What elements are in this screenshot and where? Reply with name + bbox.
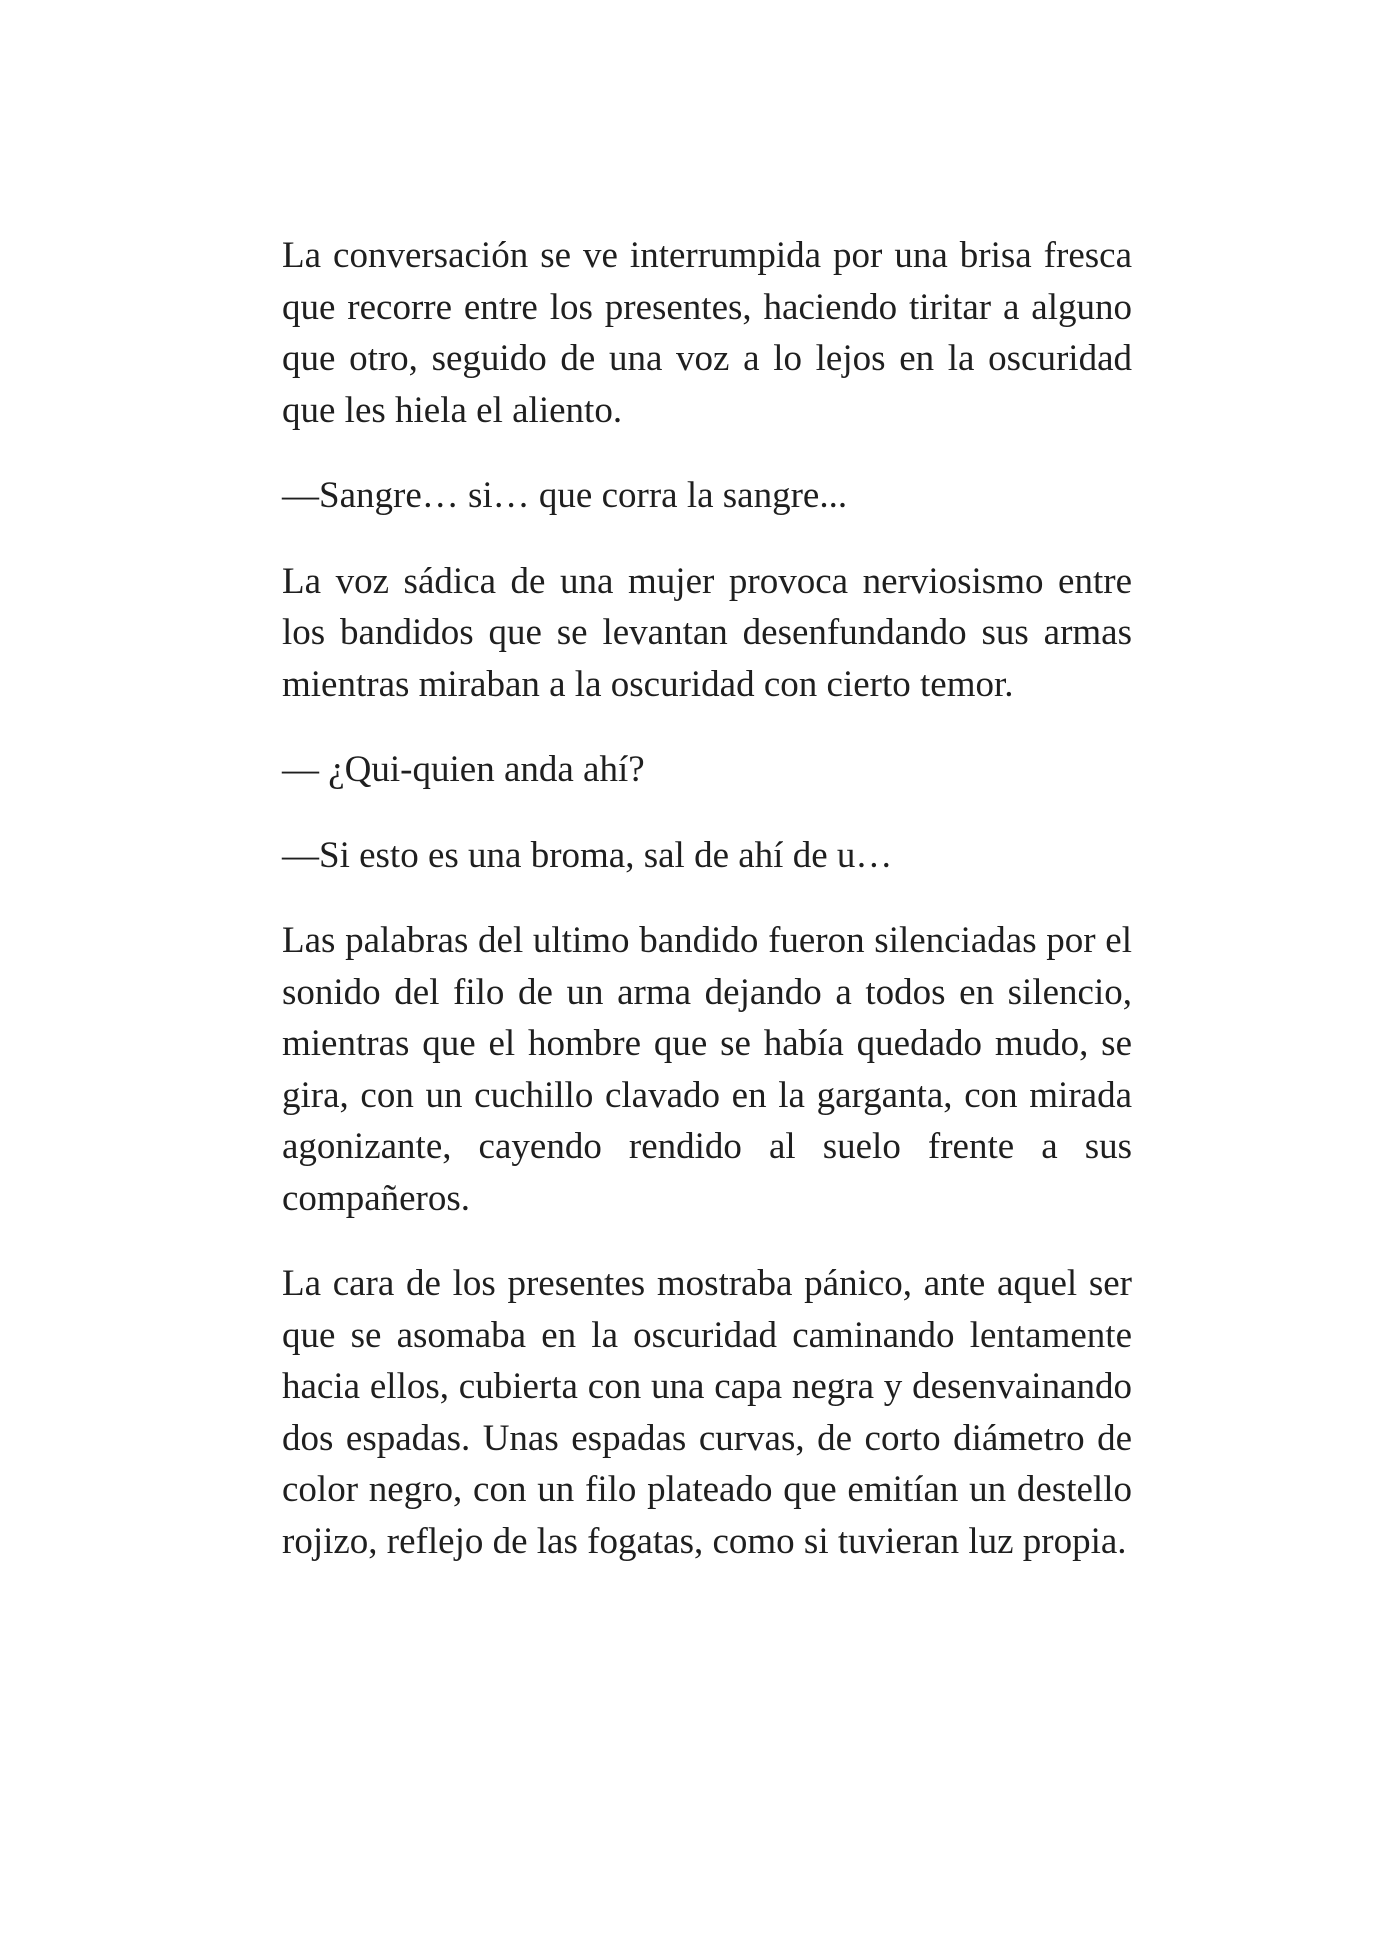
body-text bbox=[282, 230, 1132, 1601]
dialogue-line-1: —Sangre… si… que corra la sangre... bbox=[282, 475, 848, 516]
paragraph-1: La conversación se ve interrumpida por una brisa fresca que recorre entre los presentes, haciendo tiritar a alguno que otro, seguido de una voz a lo lejos en la oscuridad que les hiela el aliento. bbox=[282, 235, 1132, 431]
paragraph-4: La cara de los presentes mostraba pánico, ante aquel ser que se asomaba en la oscuridad caminando lentamente hacia ellos, cubierta con una capa negra y desenvainando dos espadas. Unas espadas curvas, de corto diámetro de color negro, con un filo plateado que emitían un destello rojizo, reflejo de las fogatas, como si tuvieran luz propia. bbox=[282, 1263, 1132, 1562]
paragraph-3: Las palabras del ultimo bandido fueron silenciadas por el sonido del filo de un arma dejando a todos en silencio, mientras que el hombre que se había quedado mudo, se gira, con un cuchillo clavado en la garganta, con mirada agonizante, cayendo rendido al suelo frente a sus compañeros. bbox=[282, 920, 1132, 1219]
dialogue-line-2: — ¿Qui-quien anda ahí? bbox=[282, 749, 645, 790]
paragraph-2: La voz sádica de una mujer provoca nerviosismo entre los bandidos que se levantan desenfundando sus armas mientras miraban a la oscuridad con cierto temor. bbox=[282, 560, 1132, 705]
dialogue-line-3: —Si esto es una broma, sal de ahí de u… bbox=[282, 834, 893, 876]
